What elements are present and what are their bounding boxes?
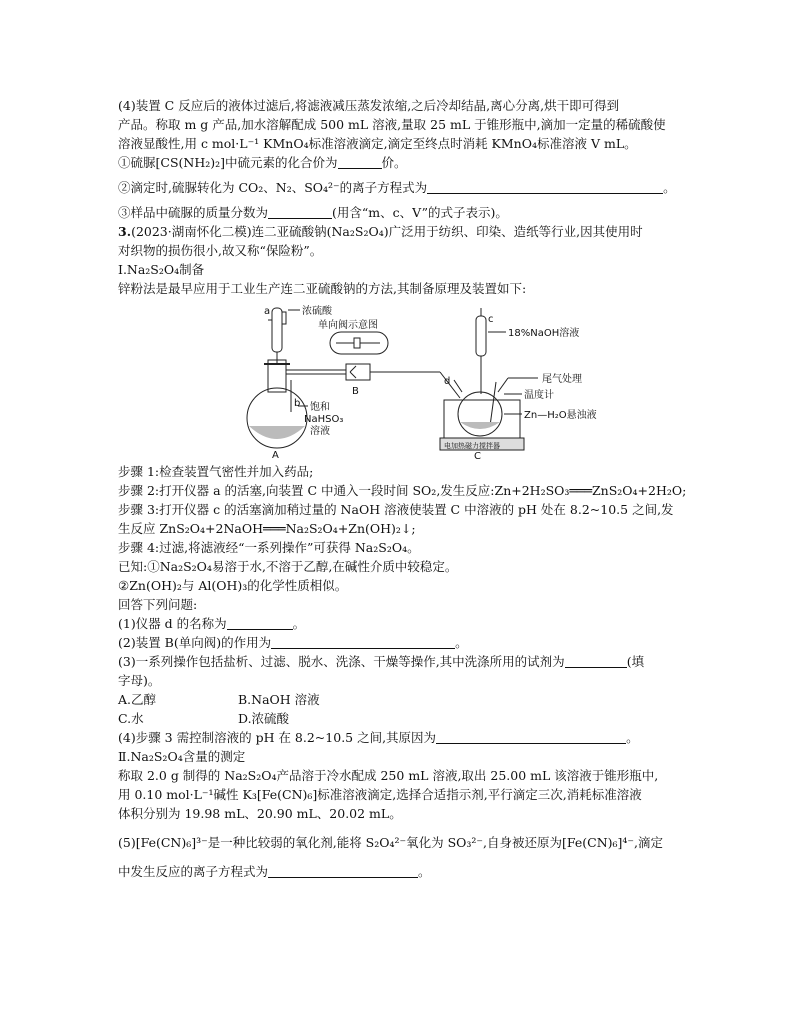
label-valve-diagram: 单向阀示意图 [318,320,378,331]
option-b[interactable]: B.NaOH 溶液 [238,692,320,707]
q4-line-3: 溶液显酸性,用 c mol·L⁻¹ KMnO₄标准溶液滴定,滴定至终点时消耗 KMnO₄标准溶液 V mL。 [118,136,637,151]
q4-sub-2-text: ②滴定时,硫脲转化为 CO₂、N₂、SO₄²⁻的离子方程式为 [118,180,428,195]
part-3-tail: (填 [626,654,645,669]
part-4 [118,728,678,747]
measure-1: 称取 2.0 g 制得的 Na₂S₂O₄产品溶于冷水配成 250 mL 溶液,取出 25.00 mL 该溶液于锥形瓶中, [118,768,659,783]
options-row-2 [118,709,678,728]
part-2-text: (2)装置 B(单向阀)的作用为 [118,635,272,650]
section-2-title: Ⅱ.Na₂S₂O₄含量的测定 [118,749,246,764]
label-thermometer: 温度计 [524,390,554,401]
q4-sub-1-text: ①硫脲[CS(NH₂)₂]中硫元素的化合价为 [118,155,338,170]
step-2: 步骤 2:打开仪器 a 的活塞,向装置 C 中通入一段时间 SO₂,发生反应:Zn+2H₂SO₃═══ZnS₂O₄+2H₂O; [118,483,687,498]
answer-blank[interactable] [565,654,627,668]
label-c: c [488,314,494,325]
q4-sub-2 [118,178,678,197]
part-4-tail: 。 [626,730,639,745]
label-naoh: 18%NaOH溶液 [508,328,580,339]
document-content [118,96,687,881]
step-1: 步骤 1:检查装置气密性并加入药品; [118,464,314,479]
label-stirrer: 电加热磁力搅拌器 [444,442,500,450]
step-4: 步骤 4:过滤,将滤液经“一系列操作”可获得 Na₂S₂O₄。 [118,540,420,555]
label-b: b [294,398,301,409]
answer-blank[interactable] [436,730,626,744]
step-3b: 生反应 ZnS₂O₄+2NaOH═══Na₂S₂O₄+Zn(OH)₂↓; [118,521,416,536]
q3-heading-2: 对织物的损伤很小,故又称“保险粉”。 [118,243,323,258]
label-d: d [444,376,451,387]
part-2-tail: 。 [455,635,468,650]
known-2: ②Zn(OH)₂与 Al(OH)₃的化学性质相似。 [118,578,348,593]
answer-blank[interactable] [227,616,293,630]
label-C: C [474,451,481,460]
option-a[interactable]: A.乙醇 [118,692,157,707]
part-3-text: (3)一系列操作包括盐析、过滤、脱水、洗涤、干燥等操作,其中洗涤所用的试剂为 [118,654,565,669]
option-c[interactable]: C.水 [118,711,144,726]
answer-blank[interactable] [338,155,382,169]
q4-sub-3-tail: (用含“m、c、V”的式子表示)。 [332,205,508,220]
q4-sub-1 [118,153,678,172]
method-intro: 锌粉法是最早应用于工业生产连二亚硫酸钠的方法,其制备原理及装置如下: [118,281,527,296]
section-1-title: Ⅰ.Na₂S₂O₄制备 [118,262,205,277]
q4-line-2: 产品。称取 m g 产品,加水溶解配成 500 mL 溶液,量取 25 mL 于锥形瓶中,滴加一定量的稀硫酸使 [118,117,666,132]
part-1-text: (1)仪器 d 的名称为 [118,616,227,631]
flask-c [458,392,502,436]
q4-sub-2-tail: 。 [663,180,676,195]
q3-heading [118,222,678,241]
dropping-funnel-c [476,316,486,356]
valve-b [346,364,370,380]
answer-blank[interactable] [427,180,663,194]
step-3a: 步骤 3:打开仪器 c 的活塞滴加稍过量的 NaOH 溶液使装置 C 中溶液的 pH 处在 8.2~10.5 之间,发 [118,502,674,517]
label-solution: 溶液 [310,426,330,437]
part-5-text: 中发生反应的离子方程式为 [118,864,269,879]
q3-number: 3. [118,224,132,239]
part-1 [118,614,678,633]
measure-3: 体积分别为 19.98 mL、20.90 mL、20.02 mL。 [118,806,402,821]
part-2 [118,633,678,652]
q4-sub-3 [118,203,678,222]
label-a: a [264,306,271,317]
answer-blank[interactable] [271,635,455,649]
part-1-tail: 。 [292,616,306,631]
part-3-cont: 字母)。 [118,673,161,688]
label-nahso3: NaHSO₃ [304,414,344,425]
dropping-funnel-a [272,308,282,352]
measure-2: 用 0.10 mol·L⁻¹碱性 K₃[Fe(CN)₆]标准溶液滴定,选择合适指示剂,平行滴定三次,消耗标准溶液 [118,787,642,802]
part-5b [118,862,678,881]
answer-blank[interactable] [268,864,418,878]
label-A: A [272,450,279,460]
water-bath [444,400,520,438]
options-row-1 [118,690,678,709]
q4-line-1: (4)装置 C 反应后的液体过滤后,将滤液减压蒸发浓缩,之后冷却结晶,离心分离,烘干即可得到 [118,98,620,113]
part-5a: (5)[Fe(CN)₆]³⁻是一种比较弱的氧化剂,能将 S₂O₄²⁻氧化为 SO₃²⁻,自身被还原为[Fe(CN)₆]⁴⁻,滴定 [118,835,663,850]
part-4-text: (4)步骤 3 需控制溶液的 pH 在 8.2~10.5 之间,其原因为 [118,730,437,745]
part-3 [118,652,678,671]
label-conc-acid: 浓硫酸 [302,306,332,317]
label-zn-suspension: Zn—H₂O悬浊液 [524,410,597,421]
option-d[interactable]: D.浓硫酸 [238,711,290,726]
label-B: B [352,386,359,397]
known-1: 已知:①Na₂S₂O₄易溶于水,不溶于乙醇,在碱性介质中较稳定。 [118,559,458,574]
answer-prompt: 回答下列问题: [118,597,198,612]
answer-blank[interactable] [268,205,332,219]
q4-sub-1-tail: 价。 [381,155,407,170]
q4-sub-3-text: ③样品中硫脲的质量分数为 [118,205,269,220]
apparatus-diagram [118,302,678,460]
label-tail-gas: 尾气处理 [542,374,582,385]
q3-heading-text: (2023·湖南怀化二模)连二亚硫酸钠(Na₂S₂O₄)广泛用于纺织、印染、造纸等行业,因其使用时 [131,224,643,239]
label-saturated: 饱和 [310,402,330,413]
apparatus-svg [118,302,678,460]
part-5-tail: 。 [418,864,431,879]
